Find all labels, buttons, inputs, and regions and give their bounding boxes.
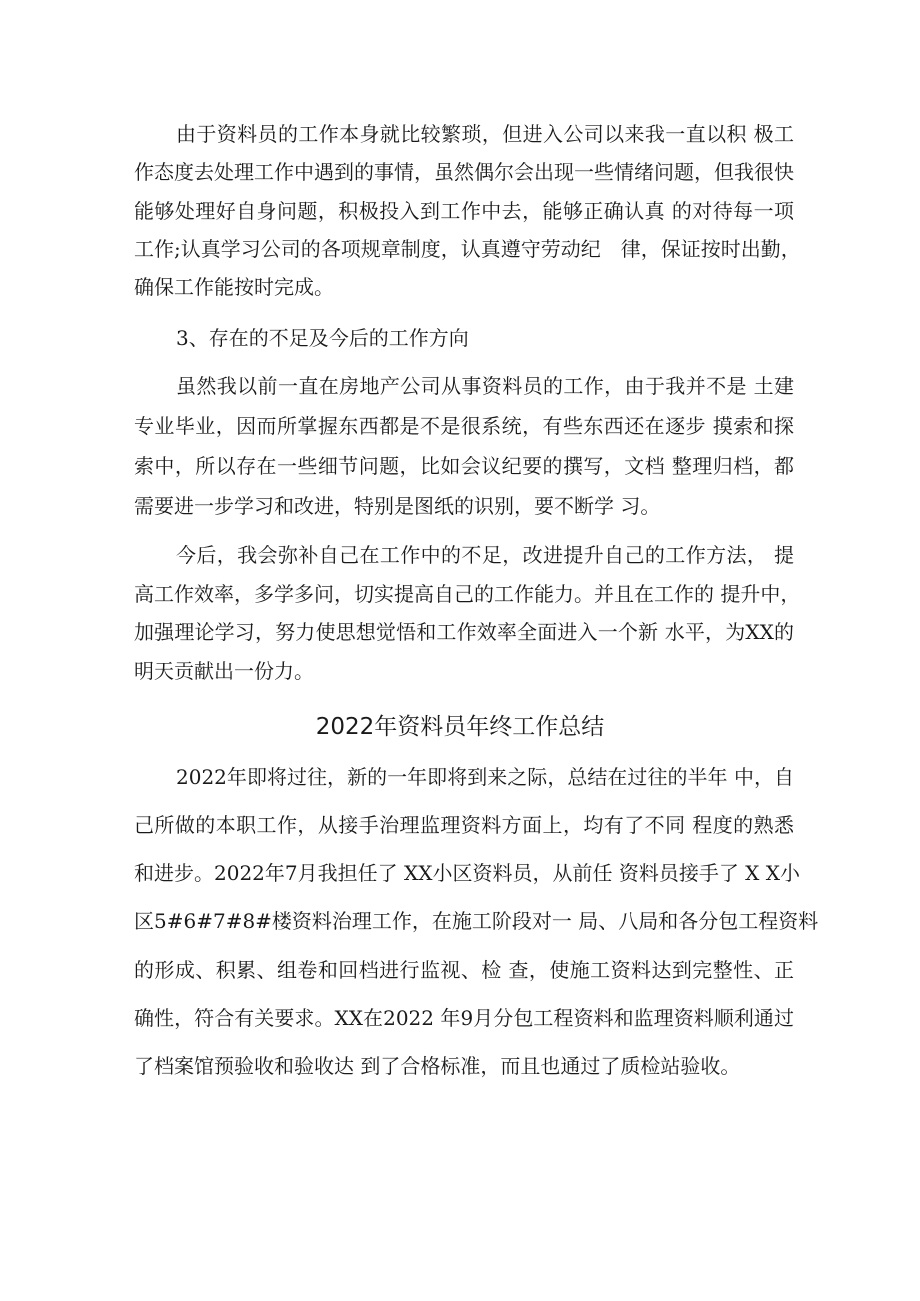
paragraph-line: 了档案馆预验收和验收达 到了合格标准，而且也通过了质检站验收。 (134, 1054, 741, 1078)
paragraph-line: 由于资料员的工作本身就比较繁琐，但进入公司以来我一直以积 极工 (176, 122, 794, 146)
paragraph-line: 专业毕业，因而所掌握东西都是不是很系统，有些东西还在逐步 摸索和探 (134, 414, 794, 438)
paragraph-line: 己所做的本职工作，从接手治理监理资料方面上，均有了不同 程度的熟悉 (134, 813, 794, 837)
paragraph-line: 高工作效率，多学多问，切实提高自己的工作能力。并且在工作的 提升中， (134, 582, 801, 606)
section-title: 3、存在的不足及今后的工作方向 (176, 326, 469, 350)
paragraph-line: 和进步。2022年7月我担任了 XX小区资料员，从前任 资料员接手了 X X小 (134, 861, 801, 885)
paragraph-line: 作态度去处理工作中遇到的事情，虽然偶尔会出现一些情绪问题，但我很快 (134, 160, 794, 184)
paragraph-line: 区5#6#7#8#楼资料治理工作，在施工阶段对一 局、八局和各分包工程资料 (134, 909, 819, 933)
paragraph-line: 的形成、积累、组卷和回档进行监视、检 查，使施工资料达到完整性、正 (134, 958, 794, 982)
paragraph-line: 需要进一步学习和改进，特别是图纸的识别，要不断学 习。 (134, 494, 661, 518)
paragraph-line: 加强理论学习，努力使思想觉悟和工作效率全面进入一个新 水平，为XX的 (134, 620, 794, 644)
paragraph-line: 2022年即将过往，新的一年即将到来之际，总结在过往的半年 中，自 (176, 765, 794, 789)
paragraph-line: 今后，我会弥补自己在工作中的不足，改进提升自己的工作方法， 提 (176, 543, 794, 567)
paragraph-line: 确性，符合有关要求。XX在2022 年9月分包工程资料和监理资料顺利通过 (134, 1006, 794, 1030)
paragraph-line: 明天贡献出一份力。 (134, 659, 314, 683)
paragraph-line: 工作;认真学习公司的各项规章制度，认真遵守劳动纪 律，保证按时出勤， (134, 237, 801, 261)
paragraph-line: 能够处理好自身问题，积极投入到工作中去，能够正确认真 的对待每一项 (134, 199, 794, 223)
paragraph-line: 确保工作能按时完成。 (134, 275, 334, 299)
paragraph-line: 索中，所以存在一些细节问题，比如会议纪要的撰写，文档 整理归档，都 (134, 454, 794, 478)
document-heading: 2022年资料员年终工作总结 (315, 714, 605, 740)
paragraph-line: 虽然我以前一直在房地产公司从事资料员的工作，由于我并不是 土建 (176, 374, 794, 398)
